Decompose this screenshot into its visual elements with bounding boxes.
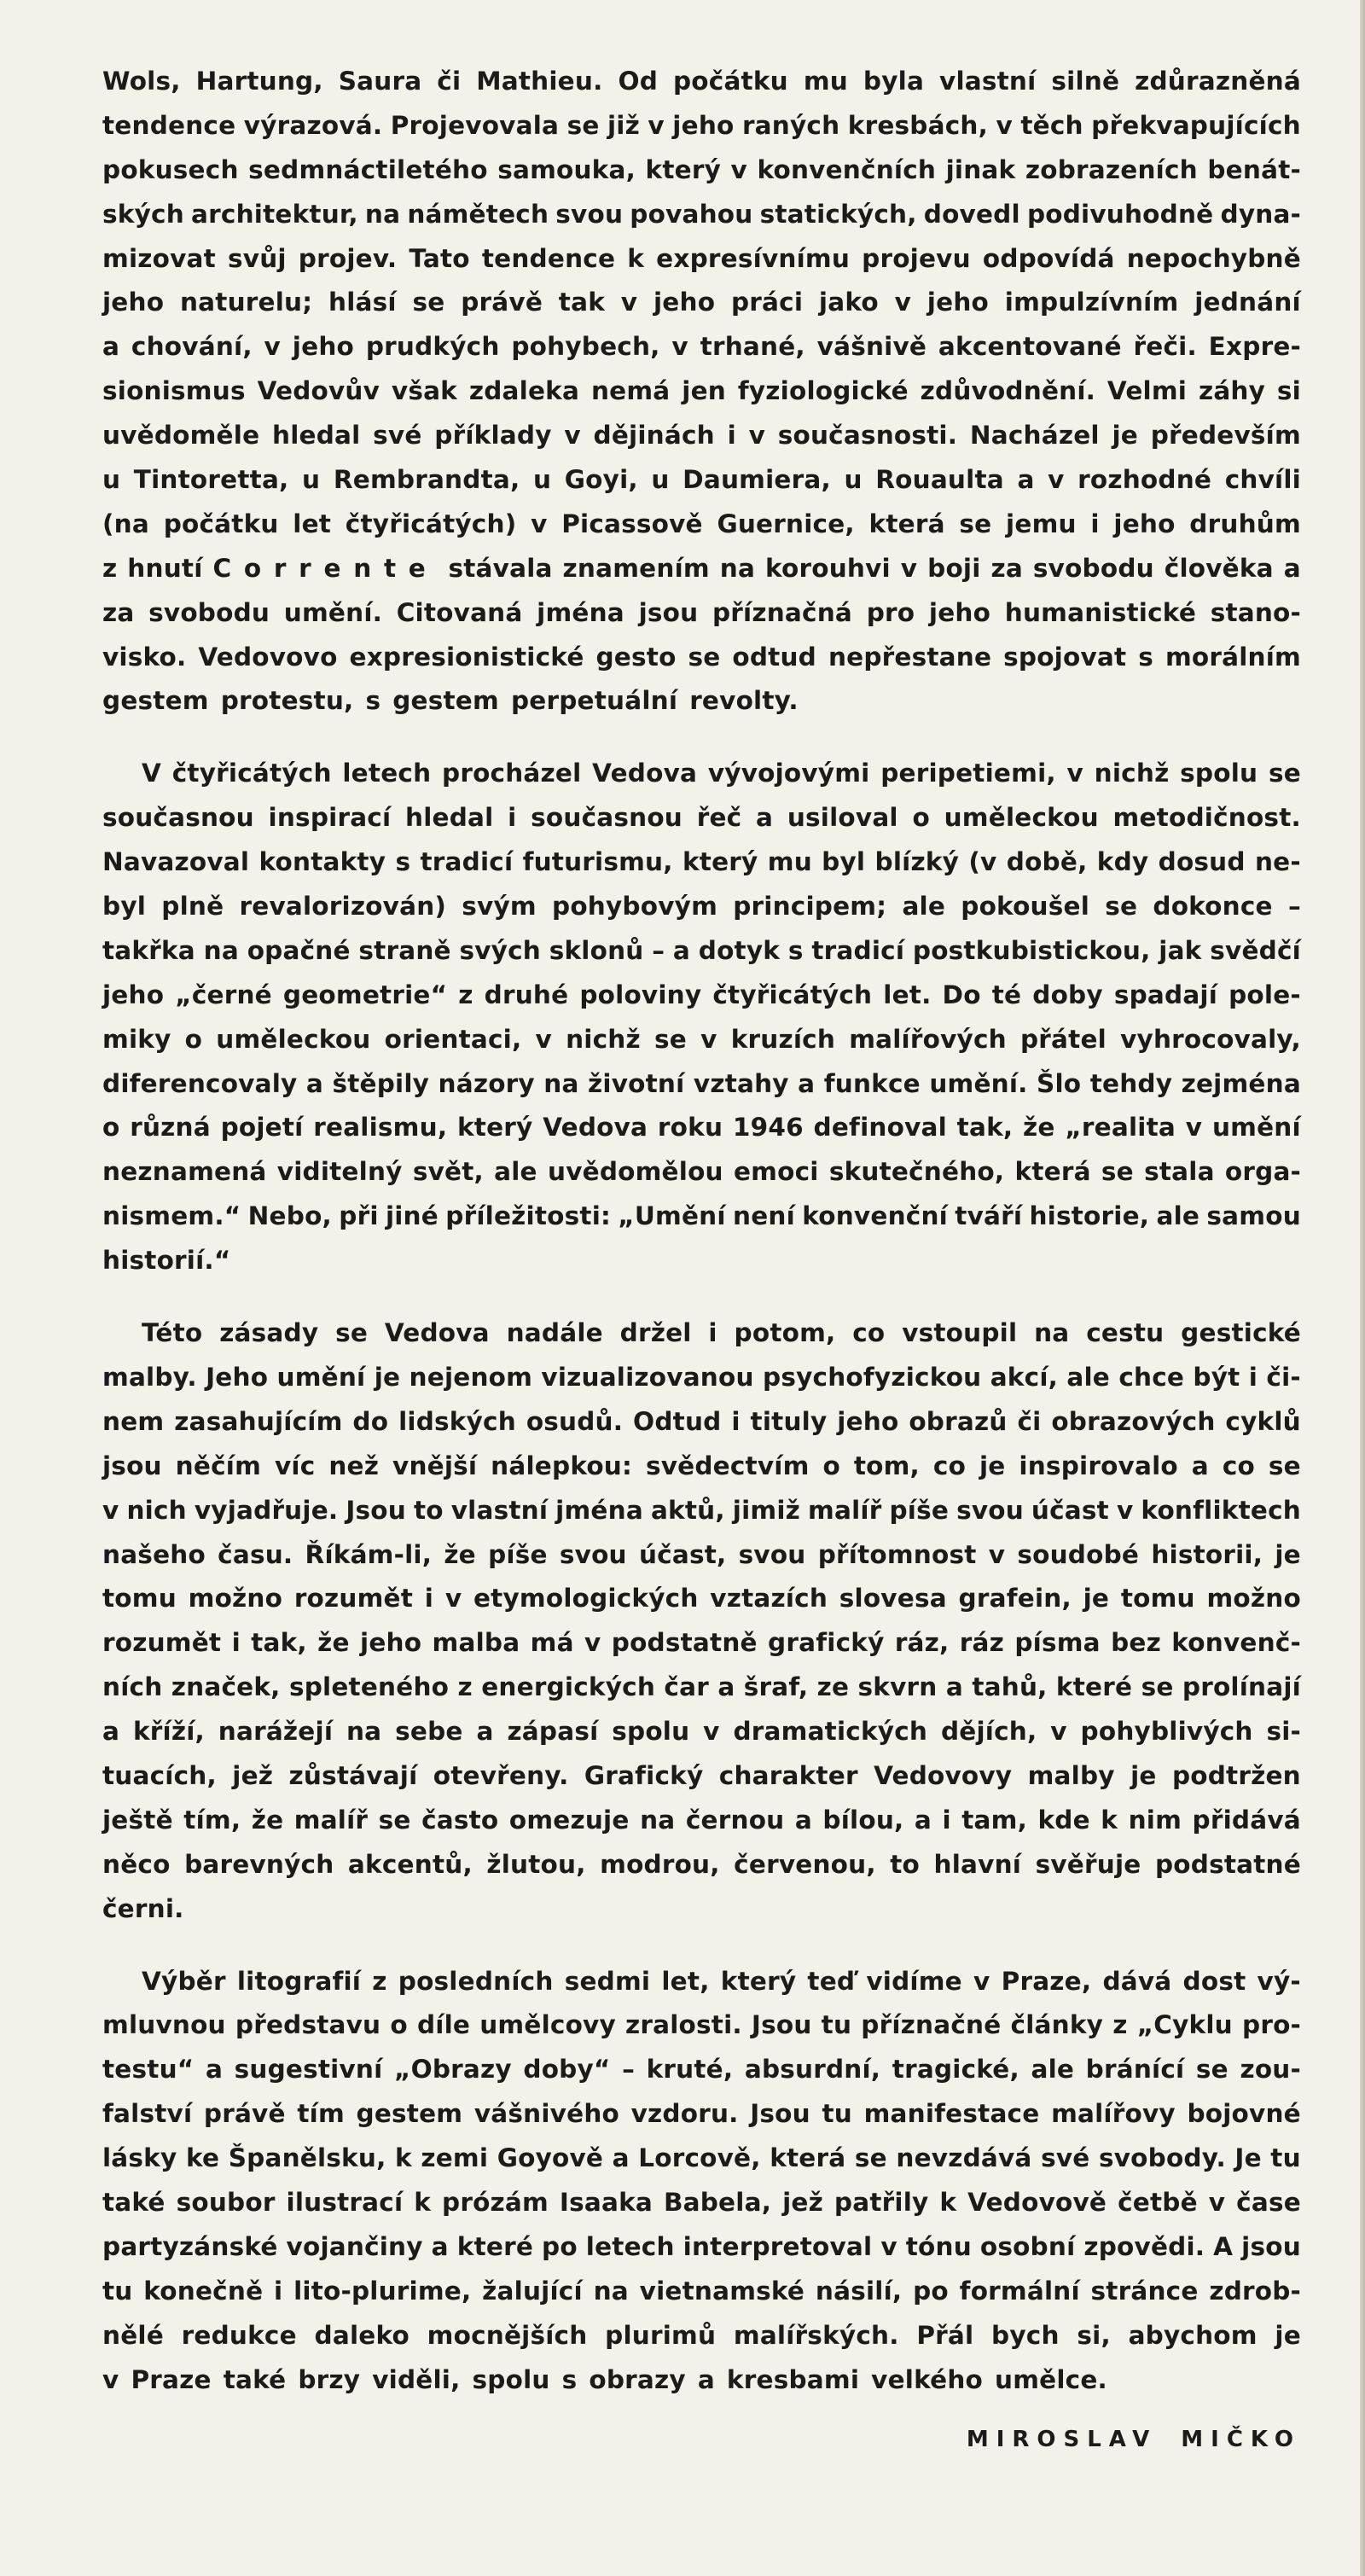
text-line: jsou něčím víc než vnější nálepkou: svědectvím o tom, co je inspirovalo a co se [102, 1451, 1301, 1480]
text-line: nem zasahujícím do lidských osudů. Odtud i tituly jeho obrazů či obrazových cyklů [102, 1406, 1301, 1436]
text-line: nělé redukce daleko mocnějších plurimů malířských. Přál bych si, abychom je [102, 2320, 1301, 2350]
paragraph [102, 65, 1301, 729]
text-line: uvědoměle hledal své příklady v dějinách i v současnosti. Nacházel je především [102, 421, 1301, 451]
text-line: V čtyřicátých letech procházel Vedova vývojovými peripetiemi, v nichž spolu se [142, 759, 1301, 788]
text-line: Wols, Hartung, Saura či Mathieu. Od počátku mu byla vlastní silně zdůrazněná [102, 67, 1301, 96]
text-line: (na počátku let čtyřicátých) v Picassově Guernice, která se jemu i jeho druhům [102, 509, 1301, 538]
text-line: pokusech sedmnáctiletého samouka, který v konvenčních jinak zobrazeních benát- [102, 154, 1301, 184]
text-line: mluvnou představu o díle umělcovy zralosti. Jsou tu příznačné články z „Cyklu pro- [102, 2010, 1301, 2040]
text-line: visko. Vedovovo expresionistické gesto se odtud nepřestane spojovat s morálním [102, 642, 1301, 672]
text-line: a chování, v jeho prudkých pohybech, v trhané, vášnivě akcentované řeči. Expre- [102, 332, 1301, 362]
article-body [102, 65, 1301, 2407]
text-line: u Tintoretta, u Rembrandta, u Goyi, u Daumiera, u Rouaulta a v rozhodné chvíli [102, 465, 1301, 495]
paragraph [102, 757, 1301, 1288]
text-line: miky o uměleckou orientaci, v nichž se v kruzích malířových přátel vyhrocovaly, [102, 1024, 1301, 1054]
text-line: lásky ke Španělsku, k zemi Goyově a Lorcově, která se nevzdává své svobody. Je tu [102, 2143, 1301, 2173]
text-line: o různá pojetí realismu, který Vedova roku 1946 definoval tak, že „realita v umění [102, 1113, 1301, 1143]
text-line: neznamená viditelný svět, ale uvědomělou emoci skutečného, která se stala orga- [102, 1157, 1301, 1187]
text-line: Výběr litografií z posledních sedmi let, který teď vidíme v Praze, dává dost vý- [142, 1966, 1301, 1996]
text-line: gestem protestu, s gestem perpetuální revolty. [102, 686, 799, 716]
paragraph [102, 1317, 1301, 1936]
text-line: tuacích, jež zůstávají otevřeny. Grafický charakter Vedovovy malby je podtržen [102, 1760, 1301, 1790]
text-line: ských architektur, na námětech svou povahou statických, dovedl podivuhodně dyna- [102, 199, 1301, 229]
text-line: takřka na opačné straně svých sklonů – a dotyk s tradicí postkubistickou, jak svědčí [102, 935, 1301, 965]
text-line: černi. [102, 1893, 184, 1923]
text-line: něco barevných akcentů, žlutou, modrou, červenou, to hlavní svěřuje podstatné [102, 1849, 1301, 1879]
text-line: malby. Jeho umění je nejenom vizualizovanou psychofyzickou akcí, ale chce být i či- [102, 1362, 1301, 1392]
text-line: Této zásady se Vedova nadále držel i potom, co vstoupil na cestu gestické [142, 1318, 1301, 1348]
author-last-name: MIČKO [1181, 2427, 1301, 2452]
text-line: partyzánské vojančiny a které po letech interpretoval v tónu osobní zpovědi. A jsou [102, 2231, 1301, 2261]
text-line: tu konečně i lito-plurime, žalující na vietnamské násilí, po formální stránce zdrob- [102, 2276, 1301, 2306]
text-line: tomu možno rozumět i v etymologických vztazích slovesa grafein, je tomu možno [102, 1584, 1301, 1614]
page-edge [1360, 0, 1365, 2576]
paragraph-gap [102, 1288, 1301, 1317]
text-line: našeho času. Říkám-li, že píše svou účast, svou přítomnost v soudobé historii, je [102, 1539, 1301, 1569]
text-line: sionismus Vedovův však zdaleka nemá jen fyziologické zdůvodnění. Velmi záhy si [102, 376, 1301, 406]
text-line: a kříží, narážejí na sebe a zápasí spolu v dramatických dějích, v pohyblivých si- [102, 1717, 1301, 1747]
text-line: v nich vyjadřuje. Jsou to vlastní jména aktů, jimiž malíř píše svou účast v konfliktech [102, 1495, 1301, 1525]
text-line: falství právě tím gestem vášnivého vzdoru. Jsou tu manifestace malířovy bojovné [102, 2099, 1301, 2129]
text-line: za svobodu umění. Citovaná jména jsou příznačná pro jeho humanistické stano- [102, 597, 1301, 627]
text-line: rozumět i tak, že jeho malba má v podstatně grafický ráz, ráz písma bez konvenč- [102, 1628, 1301, 1658]
text-line: diferencovaly a štěpily názory na životní vztahy a funkce umění. Šlo tehdy zejména [102, 1068, 1301, 1098]
text-line: byl plně revalorizován) svým pohybovým principem; ale pokoušel se dokonce – [102, 892, 1301, 922]
paragraph [102, 1965, 1301, 2408]
text-line: nismem.“ Nebo, při jiné příležitosti: „Umění není konvenční tváří historie, ale samou [102, 1201, 1301, 1231]
text-line: také soubor ilustrací k prózám Isaaka Babela, jež patřily k Vedovově četbě v čase [102, 2187, 1301, 2217]
paragraph-gap [102, 1937, 1301, 1965]
text-line: jeho „černé geometrie“ z druhé poloviny čtyřicátých let. Do té doby spadají pole- [102, 980, 1301, 1009]
text-line: testu“ a sugestivní „Obrazy doby“ – kruté, absurdní, tragické, ale bránící se zou- [102, 2055, 1301, 2085]
paragraph-gap [102, 729, 1301, 757]
text-line: ních značek, spleteného z energických čar a šraf, ze skvrn a tahů, které se prolínají [102, 1672, 1301, 1702]
text-line: tendence výrazová. Projevovala se již v jeho raných kresbách, v těch překvapujících [102, 110, 1301, 140]
author-signature [967, 2427, 1301, 2452]
text-line: současnou inspirací hledal i současnou řeč a usiloval o uměleckou metodičnost. [102, 803, 1301, 833]
author-first-name: MIROSLAV [966, 2427, 1158, 2452]
text-line: jeho naturelu; hlásí se právě tak v jeho práci jako v jeho impulzívním jednání [102, 288, 1301, 317]
text-line: historií.“ [102, 1246, 231, 1276]
text-line: Navazoval kontakty s tradicí futurismu, který mu byl blízký (v době, kdy dosud ne- [102, 847, 1301, 877]
text-line: ještě tím, že malíř se často omezuje na černou a bílou, a i tam, kde k nim přidává [102, 1805, 1301, 1835]
text-line: mizovat svůj projev. Tato tendence k expresívnímu projevu odpovídá nepochybně [102, 243, 1301, 273]
text-line: z hnutí Corrente stávala znamením na korouhvi v boji za svobodu člověka a [102, 553, 1301, 583]
text-line: v Praze také brzy viděli, spolu s obrazy a kresbami velkého umělce. [102, 2364, 1107, 2394]
